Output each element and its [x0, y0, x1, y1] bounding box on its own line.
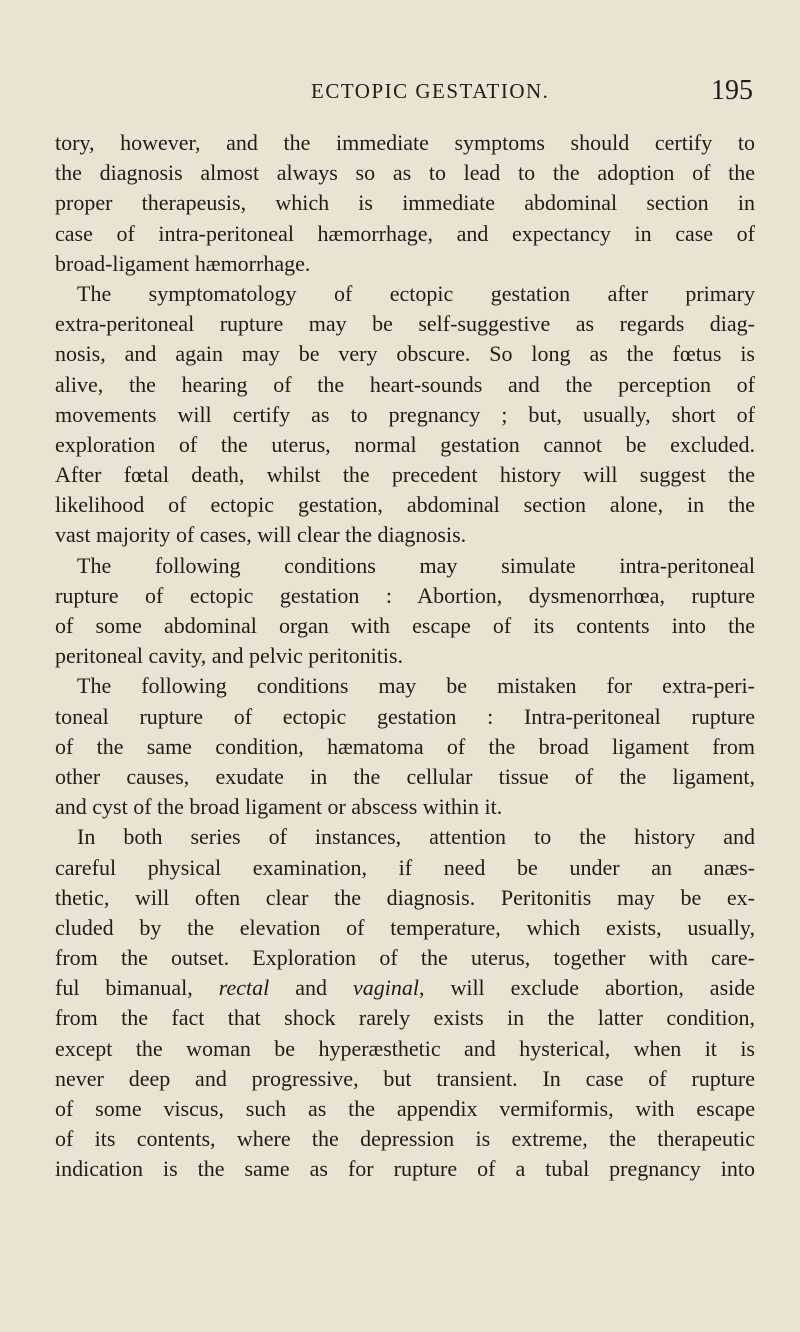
text-line: toneal rupture of ectopic gestation : Intra-peritoneal rupture [55, 703, 755, 729]
text-line: and cyst of the broad ligament or abscess within it. [55, 794, 503, 820]
running-head-title: ECTOPIC GESTATION. [311, 79, 550, 103]
text-line: rupture of ectopic gestation : Abortion, dysmenorrhœa, rupture [55, 582, 755, 608]
page-number: 195 [711, 75, 753, 106]
text-line: other causes, exudate in the cellular tissue of the ligament, [55, 763, 755, 789]
text-line: of the same condition, hæmatoma of the broad ligament from [55, 733, 755, 759]
text-line: careful physical examination, if need be under an anæs- [55, 854, 755, 880]
text-line: In both series of instances, attention to the history and [77, 824, 755, 850]
text-line: thetic, will often clear the diagnosis. Peritonitis may be ex- [55, 884, 755, 910]
text-line: The following conditions may be mistaken for extra-peri- [77, 673, 755, 699]
text-line: nosis, and again may be very obscure. So long as the fœtus is [55, 341, 755, 367]
text-line: exploration of the uterus, normal gestation cannot be excluded. [55, 431, 755, 457]
body-text [55, 128, 755, 1185]
text-line: of its contents, where the depression is extreme, the therapeutic [55, 1126, 755, 1152]
text-line: case of intra-peritoneal hæmorrhage, and expectancy in case of [55, 220, 755, 246]
italic-term: rectal [218, 975, 270, 1001]
text-line: likelihood of ectopic gestation, abdominal section alone, in the [55, 492, 755, 518]
text-line: the diagnosis almost always so as to lead to the adoption of the [55, 160, 755, 186]
running-head [0, 73, 800, 109]
text-line: broad-ligament hæmorrhage. [55, 250, 311, 276]
text-line: from the fact that shock rarely exists in the latter condition, [55, 1005, 755, 1031]
text-line: ful bimanual, rectal and vaginal, will exclude abortion, aside [55, 975, 756, 1001]
text-line: The symptomatology of ectopic gestation after primary [77, 280, 755, 306]
text-line: alive, the hearing of the heart-sounds and the perception of [55, 371, 755, 397]
text-line: movements will certify as to pregnancy ; but, usually, short of [55, 401, 755, 427]
text-line: proper therapeusis, which is immediate abdominal section in [55, 190, 755, 216]
text-line: except the woman be hyperæsthetic and hysterical, when it is [55, 1035, 755, 1061]
text-line: never deep and progressive, but transient. In case of rupture [55, 1065, 755, 1091]
text-line: After fœtal death, whilst the precedent history will suggest the [55, 462, 755, 488]
text-line: indication is the same as for rupture of a tubal pregnancy into [55, 1156, 755, 1182]
italic-term: vaginal [352, 975, 419, 1001]
text-line: peritoneal cavity, and pelvic peritonitis. [55, 643, 404, 669]
text-line: vast majority of cases, will clear the diagnosis. [55, 522, 467, 548]
text-line: of some viscus, such as the appendix vermiformis, with escape [55, 1096, 755, 1121]
text-line: cluded by the elevation of temperature, which exists, usually, [55, 914, 755, 940]
text-line: tory, however, and the immediate symptoms should certify to [55, 130, 755, 155]
text-line: The following conditions may simulate intra-peritoneal [77, 552, 755, 578]
text-line: extra-peritoneal rupture may be self-suggestive as regards diag- [55, 311, 755, 337]
text-line: of some abdominal organ with escape of its contents into the [55, 613, 755, 638]
text-line: from the outset. Exploration of the uterus, together with care- [55, 945, 755, 971]
